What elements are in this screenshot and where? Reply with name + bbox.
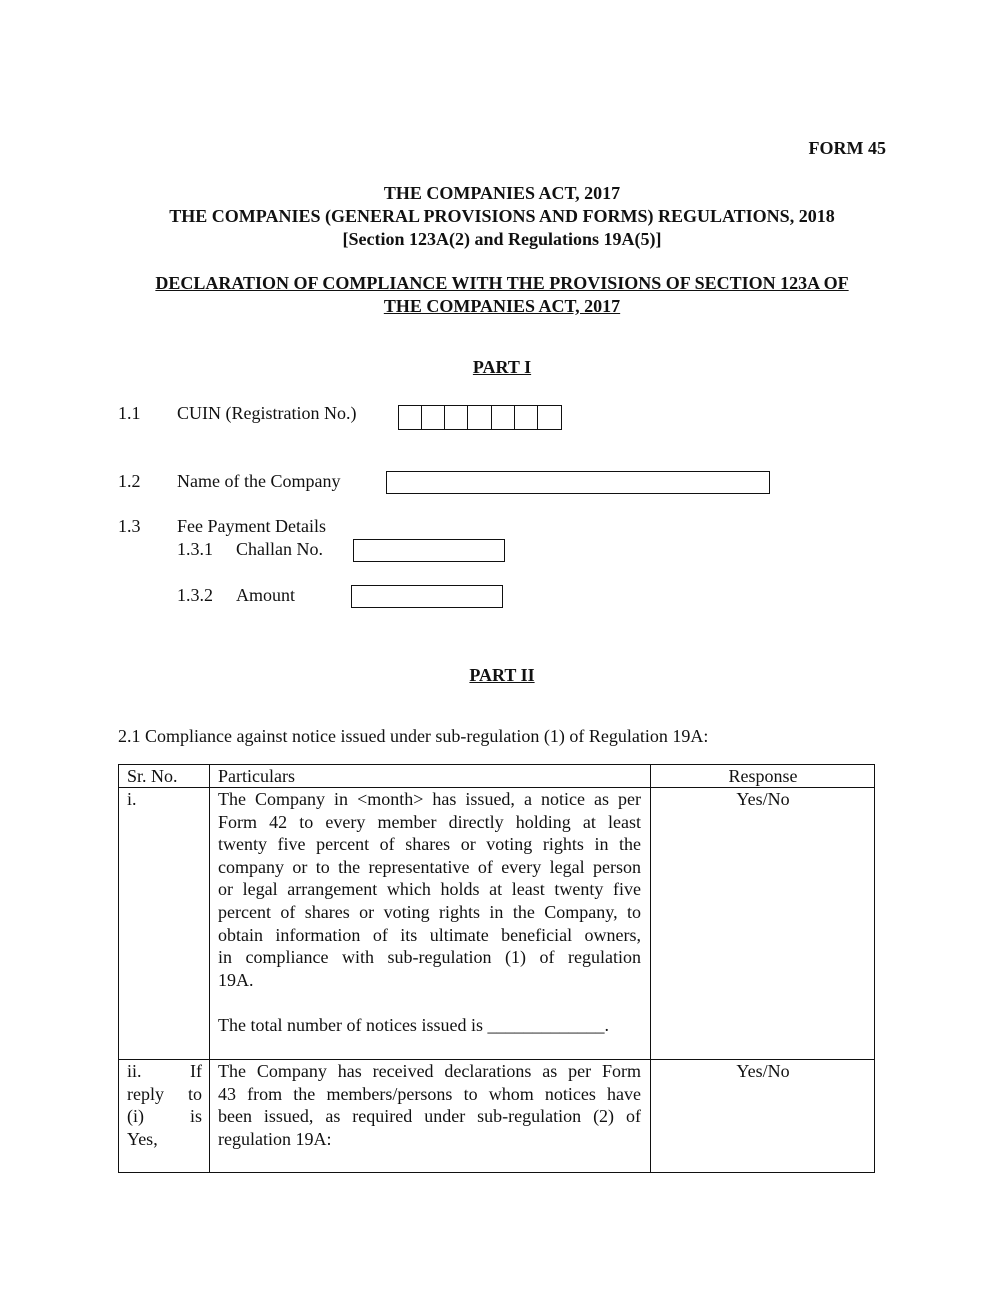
header-response: Response (728, 766, 798, 786)
form-number: FORM 45 (808, 138, 886, 158)
cuin-digit-cell[interactable] (468, 406, 491, 429)
company-name-field[interactable] (386, 471, 770, 494)
cuin-digit-cell[interactable] (515, 406, 538, 429)
cuin-input[interactable] (398, 405, 562, 430)
amount-number: 1.3.2 (177, 585, 213, 605)
row1-line: Form 42 to every member directly holding at least (218, 811, 641, 832)
row1-line: company or to the representative of every legal person (218, 856, 641, 877)
cuin-digit-cell[interactable] (399, 406, 422, 429)
row2-line: regulation 19A: (218, 1128, 332, 1149)
row1-line: or legal arrangement which holds at least twenty five (218, 879, 641, 900)
section-reference: [Section 123A(2) and Regulations 19A(5)] (342, 229, 662, 249)
row2-line: been issued, as required under sub-regulation (2) of (218, 1106, 641, 1127)
row1-line: percent of shares or voting rights in the Company, to (218, 901, 641, 922)
declaration-title-line1: DECLARATION OF COMPLIANCE WITH THE PROVISIONS OF SECTION 123A OF (155, 273, 849, 293)
company-name-label: Name of the Company (177, 471, 341, 491)
part1-title: PART I (472, 357, 532, 377)
compliance-table (118, 764, 875, 1173)
cuin-label: CUIN (Registration No.) (177, 403, 357, 423)
table-divider (650, 765, 651, 1172)
row1-line: 19A. (218, 969, 254, 990)
row2-sr-word: If (190, 1061, 202, 1081)
row2-sr-word: Yes, (127, 1128, 158, 1149)
row2-response: Yes/No (736, 1061, 790, 1081)
cuin-digit-cell[interactable] (538, 406, 561, 429)
declaration-title-line2: THE COMPANIES ACT, 2017 (383, 296, 621, 316)
regulations-title: THE COMPANIES (GENERAL PROVISIONS AND FORMS) REGULATIONS, 2018 (169, 206, 835, 226)
challan-label: Challan No. (236, 539, 323, 559)
amount-label: Amount (236, 585, 296, 605)
row2-sr-word: is (189, 1106, 202, 1127)
row1-sr: i. (127, 789, 137, 809)
fee-number: 1.3 (118, 516, 141, 536)
act-header (100, 182, 904, 251)
act-title: THE COMPANIES ACT, 2017 (383, 183, 621, 203)
header-sr-no: Sr. No. (127, 766, 178, 786)
row2-particulars (218, 1060, 641, 1150)
row2-sr-word: ii. (127, 1061, 142, 1081)
row1-line: obtain information of its ultimate beneficial owners, (218, 924, 641, 945)
row2-sr (127, 1060, 202, 1150)
amount-field[interactable] (351, 585, 503, 608)
declaration-title (100, 272, 904, 318)
row2-sr-word: to (187, 1083, 202, 1104)
cuin-digit-cell[interactable] (445, 406, 468, 429)
row2-sr-word: (i) (127, 1106, 144, 1127)
row2-line: 43 from the members/persons to whom notices have (218, 1083, 641, 1104)
row1-note: The total number of notices issued is _____________. (218, 1014, 609, 1035)
row1-particulars (218, 788, 641, 1037)
row2-line: The Company has received declarations as per Form (218, 1061, 641, 1081)
cuin-number: 1.1 (118, 403, 141, 423)
cuin-digit-cell[interactable] (422, 406, 445, 429)
row1-response: Yes/No (736, 789, 790, 809)
part2-title: PART II (469, 665, 535, 685)
fee-label: Fee Payment Details (177, 516, 326, 536)
header-particulars: Particulars (218, 766, 295, 786)
cuin-digit-cell[interactable] (492, 406, 515, 429)
row2-sr-word: reply (127, 1083, 164, 1104)
challan-field[interactable] (353, 539, 505, 562)
row1-line: The Company in <month> has issued, a notice as per (218, 789, 641, 809)
row1-line: in compliance with sub-regulation (1) of regulation (218, 947, 641, 968)
challan-number: 1.3.1 (177, 539, 213, 559)
company-name-number: 1.2 (118, 471, 141, 491)
part2-intro: 2.1 Compliance against notice issued under sub-regulation (1) of Regulation 19A: (118, 726, 709, 746)
row1-line: twenty five percent of shares or voting rights in the (218, 834, 641, 855)
table-divider (209, 765, 210, 1172)
